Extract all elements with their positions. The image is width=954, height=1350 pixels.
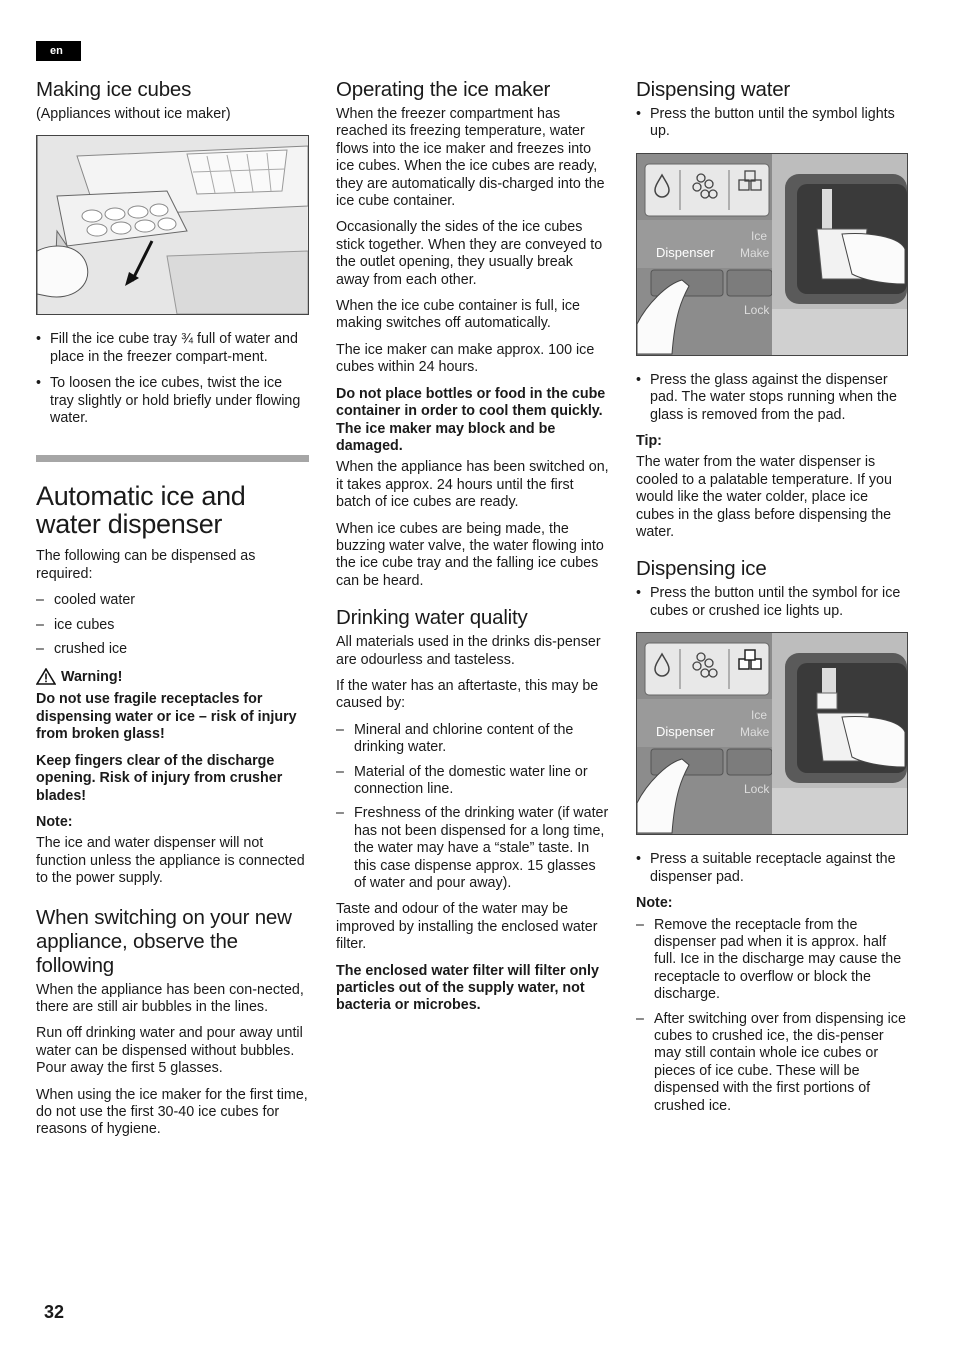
quality-filter-note: The enclosed water filter will filter only particles out of the supply water, not bacteria or microbes.	[336, 962, 599, 1014]
panel-dispenser-label: Dispenser	[656, 244, 715, 260]
column-1	[36, 78, 309, 1148]
ice-bullets-1	[636, 585, 908, 620]
panel-ice-label: Ice	[751, 708, 768, 723]
warning-label	[36, 668, 309, 685]
operating-ice-maker-heading: Operating the ice maker	[336, 78, 551, 101]
note-label: Note:	[36, 813, 73, 830]
automatic-dispenser-heading: Automatic ice and water dispenser	[36, 481, 246, 540]
page-number: 32	[44, 1302, 65, 1322]
making-ice-cubes-heading: Making ice cubes	[36, 78, 192, 101]
panel-dispenser-label: Dispenser	[656, 724, 715, 740]
water-bullets-1	[636, 106, 908, 141]
water-dispenser-illustration	[636, 153, 908, 356]
water-bullets-2	[636, 372, 908, 424]
quality-p1: All materials used in the drinks dis-penser are odourless and tasteless.	[336, 634, 601, 668]
list-item: – cooled water	[36, 592, 309, 609]
making-subtitle: (Appliances without ice maker)	[36, 106, 231, 122]
panel-lock-label: Lock	[744, 782, 770, 797]
note-text: The ice and water dispenser will not function unless the appliance is connected to the power supply.	[36, 835, 305, 887]
ice-bullets-2	[636, 851, 908, 886]
list-item: – Material of the domestic water line or connection line.	[336, 764, 610, 799]
list-item: • Fill the ice cube tray ¾ full of water and place in the freezer compart-ment.	[36, 331, 309, 366]
switching-p1: When the appliance has been con-nected, there are still air bubbles in the lines.	[36, 981, 304, 1015]
switching-p2: Run off drinking water and pour away until water can be dispensed without bubbles. Pour away the first 5 glasses.	[36, 1025, 303, 1077]
warning-text: Warning!	[61, 668, 123, 685]
warning-fingers: Keep fingers clear of the discharge opening. Risk of injury from crusher blades!	[36, 752, 283, 804]
operating-p4: The ice maker can make approx. 100 ice cubes within 24 hours.	[336, 341, 595, 376]
auto-intro: The following can be dispensed as required:	[36, 548, 256, 582]
ice-dispenser-illustration	[636, 632, 908, 835]
list-item: – ice cubes	[36, 617, 309, 634]
operating-p1: When the freezer compartment has reached its freezing temperature, water flows into the ice maker and freezes into ice cubes. When the ice cubes are ready, they are automatically dis-charged into the ice cube container.	[336, 106, 605, 210]
aftertaste-causes	[336, 722, 610, 893]
list-item: – Mineral and chlorine content of the drinking water.	[336, 722, 610, 757]
ice-notes	[636, 917, 908, 1115]
switching-on-heading: When switching on your new appliance, observe the following	[36, 905, 292, 977]
quality-p3: Taste and odour of the water may be improved by installing the enclosed water filter.	[336, 901, 598, 953]
dispensing-ice-heading: Dispensing ice	[636, 557, 767, 581]
switching-p3: When using the ice maker for the first time, do not use the first 30-40 ice cubes for reasons of hygiene.	[36, 1086, 308, 1138]
list-item: • Press the glass against the dispenser pad. The water stops running when the glass is removed from the pad.	[636, 372, 908, 424]
section-divider	[36, 455, 309, 462]
dispensing-water-heading: Dispensing water	[636, 78, 791, 101]
making-bullets	[36, 331, 309, 427]
operating-p6: When ice cubes are being made, the buzzing water valve, the water flowing into the ice cube tray and the falling ice cubes can be heard.	[336, 520, 604, 589]
list-item: – Remove the receptacle from the dispenser pad when it is approx. half full. Ice in the discharge may cause the receptacle to overflow or block the discharge.	[636, 917, 908, 1004]
list-item: – Freshness of the drinking water (if water has not been dispensed for a long time, the water may have a “stale” taste. In this case dispense approx. 15 glasses of water and pour away).	[336, 805, 610, 892]
ice-note-label: Note:	[636, 895, 673, 912]
list-item: • Press a suitable receptacle against the dispenser pad.	[636, 851, 908, 886]
operating-p2: Occasionally the sides of the ice cubes stick together. When they are conveyed to the outlet opening, they usually break away from each other.	[336, 219, 603, 288]
warning-glass: Do not use fragile receptacles for dispensing water or ice – risk of injury from broken glass!	[36, 691, 297, 743]
quality-p2: If the water has an aftertaste, this may be caused by:	[336, 677, 599, 712]
list-item: – crushed ice	[36, 641, 309, 658]
column-3	[636, 78, 908, 1124]
tip-label: Tip:	[636, 433, 662, 450]
panel-maker-label: Make	[740, 245, 770, 260]
list-item: – After switching over from dispensing ice cubes to crushed ice, the dis-penser may still contain whole ice cubes or pieces of ice cube. These will be dispensed with the first portions of crushed ice.	[636, 1011, 908, 1115]
panel-ice-label: Ice	[751, 228, 768, 243]
panel-lock-label: Lock	[744, 302, 770, 317]
list-item: • Press the button until the symbol lights up.	[636, 106, 908, 141]
operating-p3: When the ice cube container is full, ice making switches off automatically.	[336, 298, 580, 332]
operating-caution: Do not place bottles or food in the cube container in order to cool them quickly. The ice maker may block and be damaged.	[336, 385, 606, 454]
language-tag: en	[36, 41, 81, 61]
tip-text: The water from the water dispenser is cooled to a palatable temperature. If you would like the water colder, place ice cubes in the glass before dispensing the water.	[636, 454, 892, 541]
warning-triangle-icon	[36, 668, 56, 685]
ice-tray-illustration	[36, 135, 309, 315]
operating-p5: When the appliance has been switched on, it takes approx. 24 hours until the first batch of ice cubes are ready.	[336, 459, 609, 511]
list-item: • To loosen the ice cubes, twist the ice tray slightly or hold briefly under flowing water.	[36, 375, 309, 427]
panel-maker-label: Make	[740, 725, 770, 740]
drinking-water-quality-heading: Drinking water quality	[336, 606, 528, 630]
dispense-items	[36, 592, 309, 658]
column-2	[336, 78, 610, 1024]
list-item: • Press the button until the symbol for ice cubes or crushed ice lights up.	[636, 585, 908, 620]
